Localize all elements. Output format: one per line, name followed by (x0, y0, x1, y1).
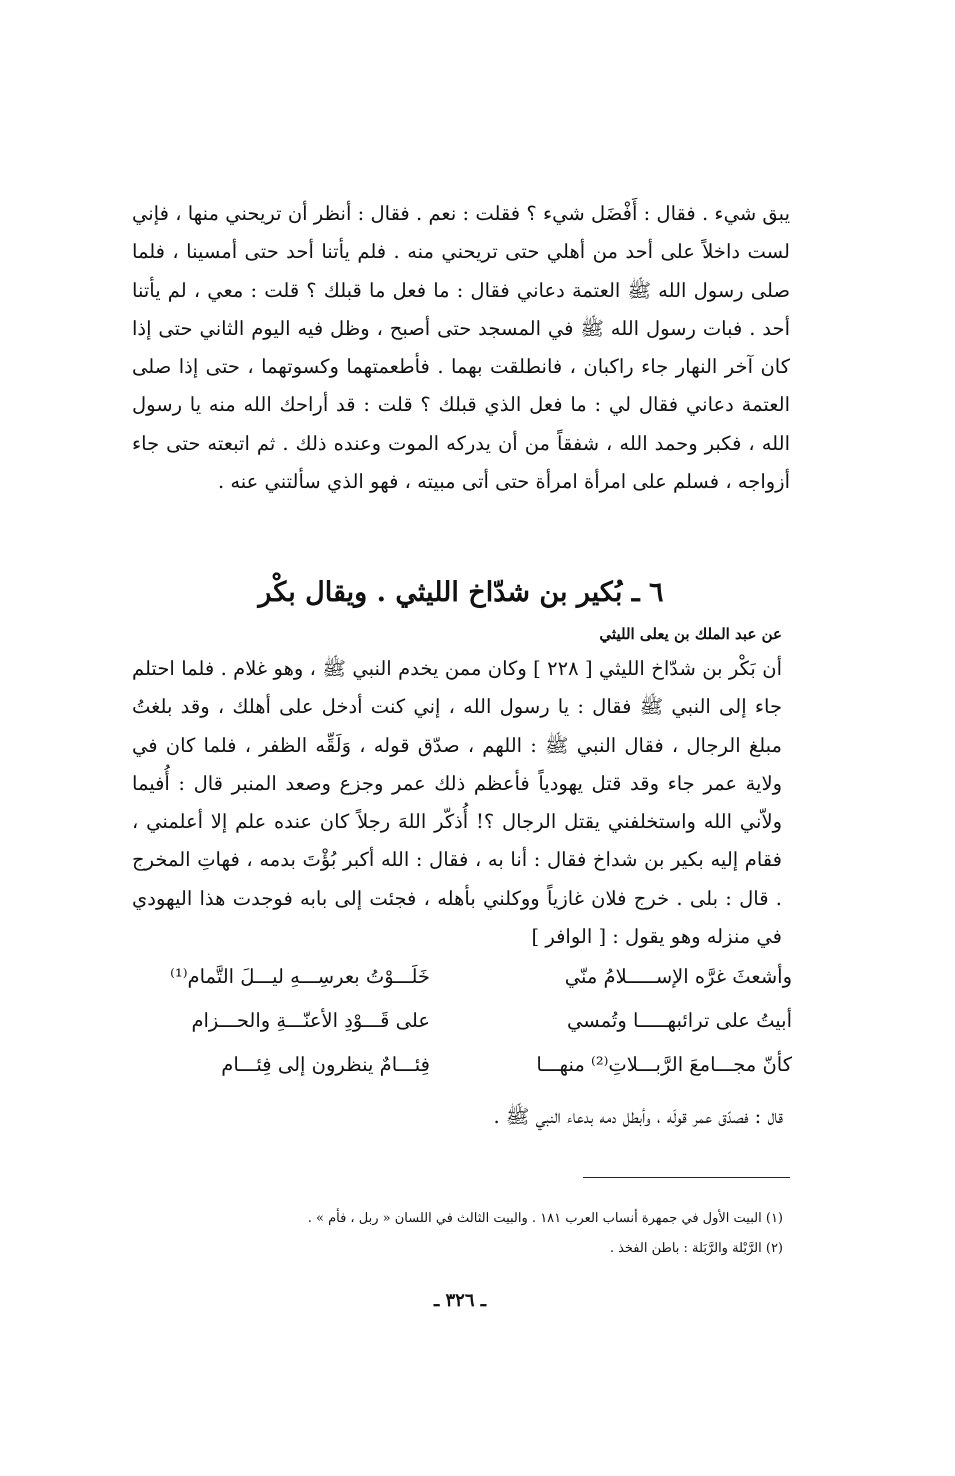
section-paragraph: أن بَكْر بن شدّاخ الليثي [ ٢٢٨ ] وكان ممن يخدم النبي ﷺ ، وهو غلام . فلما احتلم جاء إلى النبي ﷺ فقال : يا رسول الله ، إني كنت أدخل على أهلك ، وقد بلغتُ مبلغ الرجال ، فقال النبي ﷺ : اللهم ، صدّق قوله ، وَلَقِّه الظفر ، فلما كان في ولاية عمر جاء وقد قتل يهودياً فأعظم ذلك عمر وجزع وصعد المنبر قال : أُفيما ولاّني الله واستخلفني يقتل الرجال ؟! أُذكّر اللهَ رجلاً كان عنده علم إلا أعلمني ، فقام إليه بكير بن شداخ فقال : أنا به ، فقال : الله أكبر بُؤْتَ بدمه ، فهاتِ المخرج . قال : بلى . خرج فلان غازياً ووكلني بأهله ، فجئت إلى بابه فوجدت هذا اليهودي في منزله وهو يقول : [ الوافر ] (132, 657, 782, 949)
poem-hemistich-first: وأشعثَ غرَّه الإســـــلامُ منّي (564, 965, 792, 988)
poem-verse (130, 955, 792, 999)
closing-line: قال : فصدّق عمر قولَه ، وأبطل دمه بدعاء النبي ﷺ . (493, 1105, 783, 1128)
poem-hemistich-second: خَلَـــوْتُ بعرسِـــهِ ليـــلَ التَّمام⁽¹⁾ (170, 965, 430, 988)
footnote-1: (١) البيت الأول في جمهرة أنساب العرب ١٨١ . والبيت الثالث في اللسان « ربل ، فأم » . (307, 1211, 783, 1226)
poem-hemistich-second: فِئـــامٌ ينظرون إلى فِئـــام (221, 1053, 430, 1076)
section-source: عن عبد الملك بن يعلى الليثي (599, 625, 782, 643)
poem-hemistich-first: كأنّ مجـــامعَ الرَّبـــلاتِ⁽²⁾ منهـــا (536, 1053, 792, 1076)
page-number: ـ ٣٢٦ ـ (433, 1290, 487, 1311)
poem-hemistich-first: أبيتُ على ترائبهـــــا وتُمسي (567, 1009, 792, 1032)
poem-verse (130, 1043, 792, 1087)
footnote-2: (٢) الرَّبْلة والرَّبَلة : باطن الفخذ . (609, 1241, 783, 1256)
paragraph-top: يبق شيء . فقال : أَفْضَل شيء ؟ فقلت : نعم . فقال : أنظر أن تريحني منها ، فإني لست داخلاً على أحد من أهلي حتى تريحني منه . فلم يأتنا أحد حتى أمسينا ، فلما صلى رسول الله ﷺ العتمة دعاني فقال : ما فعل ما قبلك ؟ قلت : معي ، لم يأتنا أحد . فبات رسول الله ﷺ في المسجد حتى أصبح ، وظل فيه اليوم الثاني حتى إذا كان آخر النهار جاء راكبان ، فانطلقت بهما . فأطعمتهما وكسوتهما ، حتى إذا صلى العتمة دعاني فقال لي : ما فعل الذي قبلك ؟ قلت : قد أراحك الله منه يا رسول الله ، فكبر وحمد الله ، شفقاً من أن يدركه الموت وعنده ذلك . ثم اتبعته حتى جاء أزواجه ، فسلم على امرأة امرأة حتى أتى مبيته ، فهو الذي سألتني عنه . (132, 202, 790, 494)
poem (130, 955, 792, 1087)
poem-hemistich-second: على قَـــوْدِ الأعنّـــةِ والحـــزام (191, 1009, 430, 1032)
poem-verse (130, 999, 792, 1043)
section-heading: ٦ ـ بُكير بن شدّاخ الليثي . ويقال بكْر (258, 577, 664, 608)
footnote-divider (583, 1177, 790, 1178)
